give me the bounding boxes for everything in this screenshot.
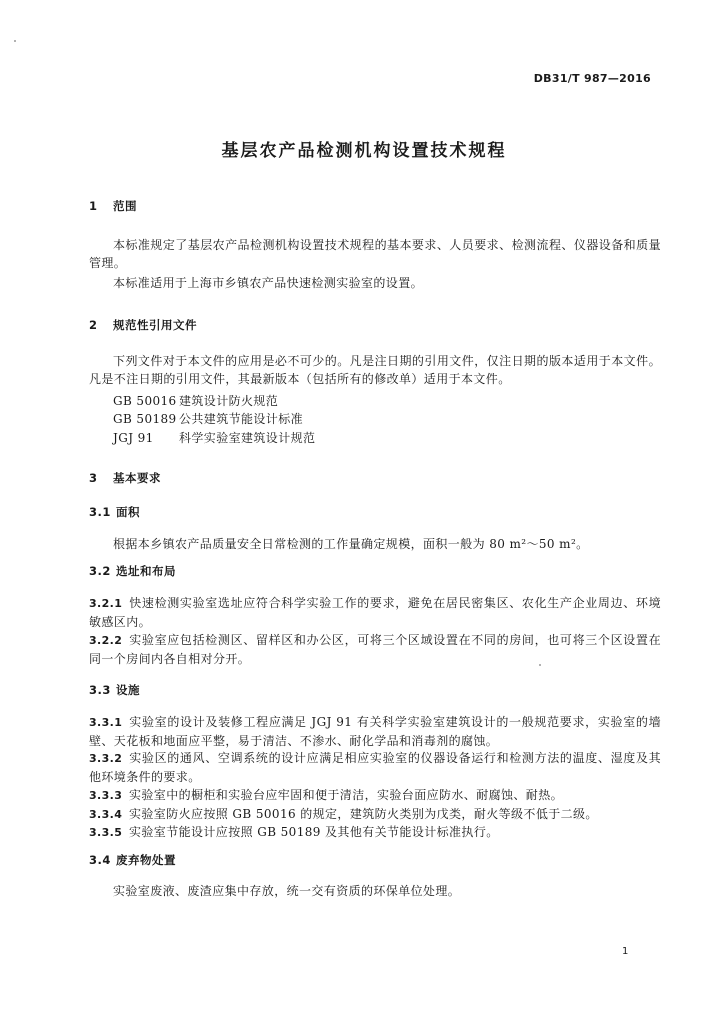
- standard-code: DB31/T 987—2016: [533, 72, 651, 85]
- clause-3-3-2: [89, 749, 661, 786]
- subsection-3-1-paragraph: 根据本乡镇农产品质量安全日常检测的工作量确定规模，面积一般为 80 m²～50 m²。: [113, 537, 589, 551]
- subsection-3-4-paragraph: 实验室废液、废渣应集中存放，统一交有资质的环保单位处理。: [113, 884, 461, 898]
- normative-reference: [113, 392, 278, 409]
- clause-3-2-1: [89, 594, 661, 631]
- clause-number: 3.3.1: [89, 716, 123, 729]
- subsection-3-2-heading: [89, 563, 176, 579]
- clause-3-3-1: [89, 713, 661, 750]
- document-title: 基层农产品检测机构设置技术规程: [221, 141, 507, 161]
- clause-text: 实验室防火应按照 GB 50016 的规定，建筑防火类别为戊类，耐火等级不低于二级。: [129, 807, 598, 821]
- reference-code: GB 50189: [113, 412, 177, 426]
- subsection-title: 面积: [116, 505, 140, 519]
- clause-3-3-3: [89, 786, 661, 805]
- clause-text: 实验区的通风、空调系统的设计应满足相应实验室的仪器设备运行和检测方法的温度、湿度及其他环境条件的要求。: [89, 751, 661, 784]
- clause-number: 3.3.5: [89, 826, 123, 839]
- clause-text: 快速检测实验室选址应符合科学实验工作的要求，避免在居民密集区、农化生产企业周边、环境敏感区内。: [89, 596, 661, 629]
- clause-3-3-5: [89, 823, 661, 842]
- section-2-heading: [89, 317, 197, 333]
- clause-number: 3.3.2: [89, 752, 123, 765]
- section-2-paragraph-1: 下列文件对于本文件的应用是必不可少的。凡是注日期的引用文件，仅注日期的版本适用于本文件。凡是不注日期的引用文件，其最新版本（包括所有的修改单）适用于本文件。: [89, 354, 661, 386]
- section-number: 1: [89, 199, 98, 213]
- section-title: 基本要求: [113, 471, 161, 485]
- reference-name: 科学实验室建筑设计规范: [179, 431, 316, 445]
- section-number: 2: [89, 318, 98, 332]
- section-title: 范围: [113, 199, 137, 213]
- subsection-3-4-heading: [89, 852, 176, 868]
- normative-reference: [113, 429, 315, 446]
- reference-name: 公共建筑节能设计标准: [179, 412, 304, 426]
- clause-text: 实验室中的橱柜和实验台应牢固和便于清洁，实验台面应防水、耐腐蚀、耐热。: [129, 788, 564, 802]
- clause-number: 3.2.2: [89, 634, 123, 647]
- reference-code: JGJ 91: [113, 431, 154, 445]
- normative-reference: [113, 410, 303, 427]
- subsection-title: 设施: [116, 683, 140, 697]
- clause-text: 实验室应包括检测区、留样区和办公区，可将三个区域设置在不同的房间，也可将三个区设置在同一个房间内各自相对分开。: [89, 633, 661, 666]
- subsection-3-1-heading: [89, 504, 140, 520]
- section-title: 规范性引用文件: [113, 318, 197, 332]
- subsection-number: 3.2: [89, 564, 111, 578]
- page-number: 1: [622, 946, 629, 957]
- scan-speck: [14, 40, 16, 42]
- section-1-paragraph-2: 本标准适用于上海市乡镇农产品快速检测实验室的设置。: [113, 276, 424, 290]
- subsection-title: 废弃物处置: [116, 853, 176, 867]
- clause-number: 3.3.4: [89, 808, 123, 821]
- clause-text: 实验室的设计及装修工程应满足 JGJ 91 有关科学实验室建筑设计的一般规范要求，实验室的墙壁、天花板和地面应平整，易于清洁、不渗水、耐化学品和消毒剂的腐蚀。: [89, 715, 661, 748]
- scan-speck: [539, 664, 541, 666]
- clause-number: 3.3.3: [89, 789, 123, 802]
- clause-3-3-4: [89, 805, 661, 824]
- subsection-number: 3.1: [89, 505, 111, 519]
- section-1-heading: [89, 198, 137, 214]
- clause-text: 实验室节能设计应按照 GB 50189 及其他有关节能设计标准执行。: [129, 825, 499, 839]
- reference-name: 建筑设计防火规范: [179, 394, 279, 408]
- subsection-number: 3.3: [89, 683, 111, 697]
- reference-code: GB 50016: [113, 394, 177, 408]
- clause-3-2-2: [89, 631, 661, 668]
- subsection-title: 选址和布局: [116, 564, 176, 578]
- section-1-paragraph-1: 本标准规定了基层农产品检测机构设置技术规程的基本要求、人员要求、检测流程、仪器设备和质量管理。: [89, 238, 661, 270]
- subsection-3-3-heading: [89, 682, 140, 698]
- section-3-heading: [89, 470, 161, 486]
- section-number: 3: [89, 471, 98, 485]
- subsection-number: 3.4: [89, 853, 111, 867]
- clause-number: 3.2.1: [89, 597, 123, 610]
